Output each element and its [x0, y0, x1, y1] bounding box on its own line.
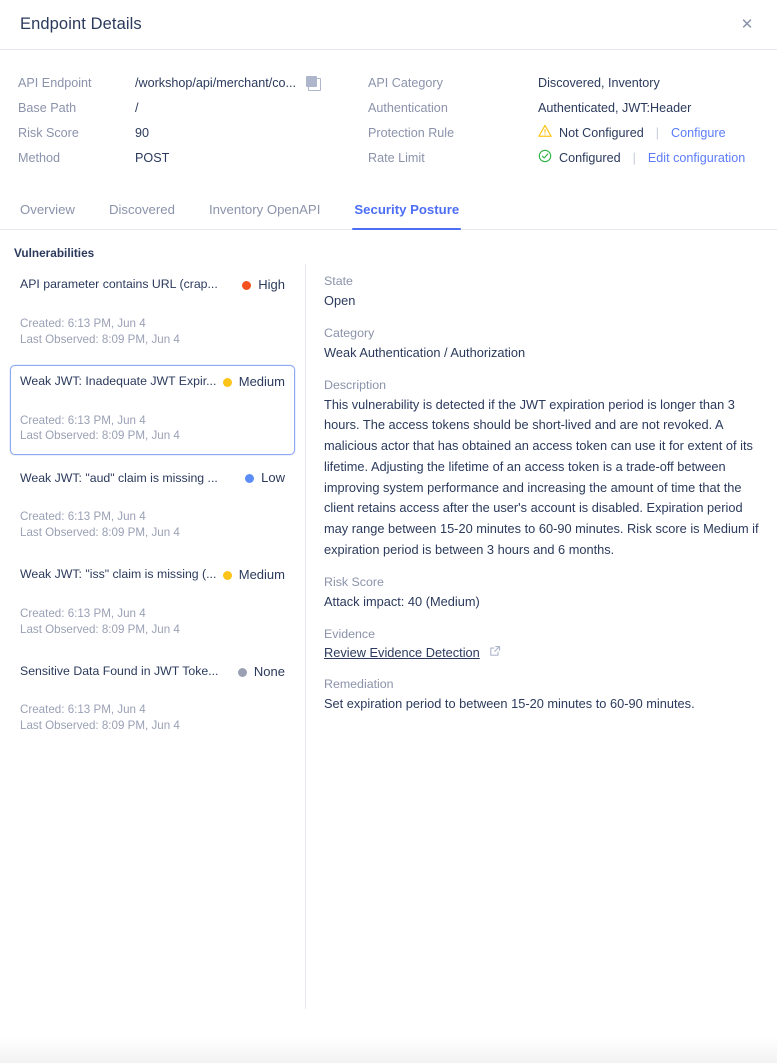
meta-column-left	[18, 70, 368, 170]
severity-dot-icon	[242, 281, 251, 290]
last-observed-text: Last Observed: 8:09 PM, Jun 4	[20, 332, 180, 346]
list-item[interactable]	[10, 365, 295, 456]
vulnerability-title: Weak JWT: "aud" claim is missing ...	[20, 470, 218, 485]
meta-value-base-path: /	[135, 100, 139, 115]
review-evidence-detection-link[interactable]	[324, 645, 501, 660]
vulnerability-header	[20, 567, 285, 584]
severity-badge	[238, 664, 285, 681]
vulnerability-dates	[20, 509, 285, 541]
tab-overview[interactable]: Overview	[18, 194, 77, 229]
last-observed-text: Last Observed: 8:09 PM, Jun 4	[20, 719, 180, 733]
meta-label-api-category: API Category	[368, 75, 443, 90]
list-item[interactable]	[10, 558, 295, 649]
remediation-value: Set expiration period to between 15-20 minutes to 60-90 minutes.	[324, 696, 695, 712]
severity-label: None	[253, 663, 285, 679]
meta-value-protection-rule	[538, 124, 726, 141]
tab-inventory-openapi[interactable]: Inventory OpenAPI	[207, 194, 322, 229]
severity-label: High	[258, 277, 285, 292]
last-observed-text: Last Observed: 8:09 PM, Jun 4	[20, 622, 180, 636]
severity-dot-icon	[223, 378, 232, 387]
meta-value-api-category: Discovered, Inventory	[538, 75, 660, 90]
list-item[interactable]	[10, 268, 295, 359]
detail-field-category	[324, 326, 761, 363]
meta-value-method: POST	[135, 150, 170, 165]
meta-row-rate-limit	[368, 145, 759, 170]
meta-label-authentication: Authentication	[368, 100, 448, 115]
detail-field-evidence	[324, 627, 761, 662]
vulnerability-header	[20, 470, 285, 487]
description-label: Description	[324, 377, 386, 392]
meta-value-api-endpoint	[135, 76, 320, 90]
severity-badge	[245, 470, 285, 487]
vulnerability-title: Weak JWT: Inadequate JWT Expir...	[20, 374, 217, 389]
meta-row-api-category	[368, 70, 759, 95]
tab-discovered[interactable]: Discovered	[107, 194, 177, 229]
meta-value-authentication: Authenticated, JWT:Header	[538, 100, 692, 115]
evidence-link-text: Review Evidence Detection	[324, 645, 480, 661]
vulnerability-dates	[20, 606, 285, 638]
detail-field-description	[324, 378, 761, 561]
created-text: Created: 6:13 PM, Jun 4	[20, 510, 146, 524]
protection-rule-status: Not Configured	[559, 125, 644, 140]
risk-score-label: Risk Score	[324, 575, 384, 590]
list-item[interactable]	[10, 461, 295, 552]
severity-badge	[223, 374, 285, 391]
meta-label-rate-limit: Rate Limit	[368, 150, 425, 165]
dialog-titlebar	[0, 0, 777, 50]
vulnerability-list	[0, 264, 306, 1009]
remediation-label: Remediation	[324, 677, 394, 692]
vulnerability-dates	[20, 316, 285, 348]
meta-label-protection-rule: Protection Rule	[368, 125, 455, 140]
category-value: Weak Authentication / Authorization	[324, 344, 526, 360]
external-link-icon	[489, 645, 501, 660]
meta-row-api-endpoint	[18, 70, 368, 95]
meta-value-rate-limit	[538, 149, 745, 166]
rate-limit-status: Configured	[559, 150, 621, 165]
vulnerability-detail-pane	[306, 264, 777, 1009]
meta-row-base-path	[18, 95, 368, 120]
severity-dot-icon	[223, 571, 232, 580]
created-text: Created: 6:13 PM, Jun 4	[20, 413, 146, 427]
configure-link[interactable]: Configure	[671, 125, 726, 140]
vulnerabilities-heading: Vulnerabilities	[14, 246, 95, 260]
copy-icon[interactable]	[306, 76, 320, 90]
warning-triangle-icon	[538, 124, 552, 141]
security-posture-body	[0, 264, 777, 1009]
description-value: This vulnerability is detected if the JWT expiration period is longer than 3 hours. The access tokens should be short-lived and are not revoked. A malicious actor that has obtained an access token can use it for extent of its lifetime. Adjusting the lifetime of an access token is a trade-off between improving system performance and increasing the amount of time that the client retains access after the user's account is disabled. Expiration period may range between 15-20 minutes to 60-90 minutes. Risk score is Medium if expiration period is between 3 hours and 6 months.	[324, 396, 759, 557]
severity-label: Medium	[238, 566, 285, 582]
vulnerability-title: Weak JWT: "iss" claim is missing (...	[20, 567, 217, 582]
severity-badge	[223, 567, 285, 584]
close-icon[interactable]: ✕	[735, 13, 759, 37]
state-label: State	[324, 274, 353, 288]
meta-row-authentication	[368, 95, 759, 120]
meta-label-api-endpoint: API Endpoint	[18, 75, 92, 90]
meta-column-right	[368, 70, 759, 170]
created-text: Created: 6:13 PM, Jun 4	[20, 606, 146, 620]
meta-label-risk-score: Risk Score	[18, 125, 79, 140]
meta-separator: |	[655, 125, 659, 140]
severity-dot-icon	[245, 474, 254, 483]
risk-score-value: Attack impact: 40 (Medium)	[324, 594, 480, 610]
check-circle-icon	[538, 149, 552, 166]
evidence-label: Evidence	[324, 627, 375, 642]
list-item[interactable]	[10, 655, 295, 746]
vulnerability-header	[20, 664, 285, 681]
vulnerability-title: API parameter contains URL (crap...	[20, 277, 218, 292]
endpoint-meta	[0, 50, 777, 186]
meta-label-method: Method	[18, 150, 61, 165]
page-title: Endpoint Details	[20, 15, 142, 33]
created-text: Created: 6:13 PM, Jun 4	[20, 316, 146, 330]
meta-value-risk-score: 90	[135, 125, 150, 140]
edit-configuration-link[interactable]: Edit configuration	[647, 150, 746, 165]
state-value: Open	[324, 293, 356, 308]
meta-label-base-path: Base Path	[18, 100, 77, 115]
severity-dot-icon	[238, 668, 247, 677]
category-label: Category	[324, 325, 375, 340]
detail-field-state	[324, 274, 761, 311]
vulnerability-title: Sensitive Data Found in JWT Toke...	[20, 664, 219, 679]
vulnerability-dates	[20, 413, 285, 445]
severity-badge	[242, 277, 285, 294]
meta-row-risk-score	[18, 120, 368, 145]
last-observed-text: Last Observed: 8:09 PM, Jun 4	[20, 429, 180, 443]
meta-row-method	[18, 145, 368, 170]
severity-label: Low	[261, 470, 285, 486]
meta-separator: |	[632, 150, 636, 165]
vulnerability-dates	[20, 702, 285, 734]
last-observed-text: Last Observed: 8:09 PM, Jun 4	[20, 526, 180, 540]
severity-label: Medium	[238, 373, 285, 389]
tab-security-posture[interactable]: Security Posture	[352, 194, 461, 229]
detail-field-remediation	[324, 677, 761, 714]
detail-field-risk-score	[324, 575, 761, 612]
api-endpoint-text: /workshop/api/merchant/co...	[135, 75, 296, 90]
vulnerability-header	[20, 374, 285, 391]
vulnerability-header	[20, 277, 285, 294]
created-text: Created: 6:13 PM, Jun 4	[20, 703, 146, 717]
meta-row-protection-rule	[368, 120, 759, 145]
tab-bar	[0, 194, 777, 230]
dialog-footer-strip	[0, 1037, 777, 1063]
